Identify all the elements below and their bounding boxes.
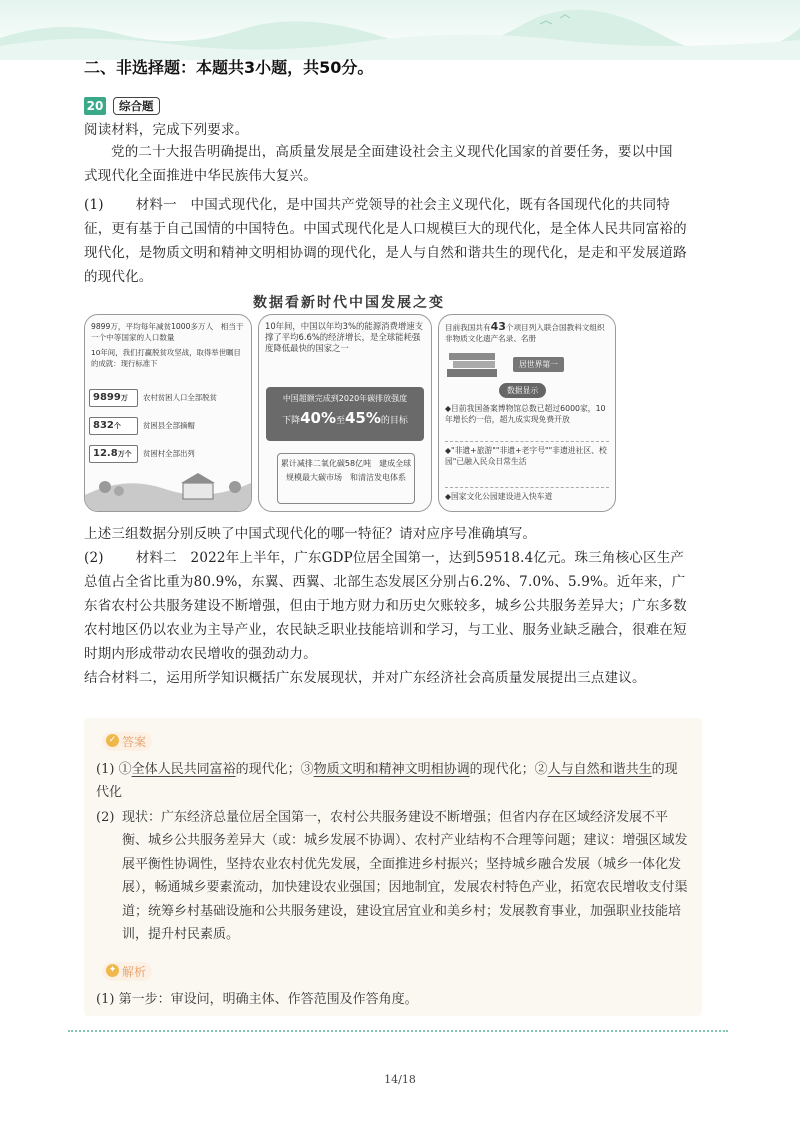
books-illustration-icon: [447, 349, 507, 379]
infographic-panel-energy: [258, 314, 432, 512]
part-2-question: 结合材料二，运用所学知识概括广东发展现状，并对广东经济社会高质量发展提出三点建议。: [84, 670, 646, 686]
carbon-target-range: 下降40%至45%的目标: [282, 409, 408, 427]
rank-badge: 居世界第一: [513, 357, 564, 372]
mountain-banner-icon: [0, 0, 800, 60]
lightbulb-icon: ✦: [106, 964, 119, 977]
infographic-title: 数据看新时代中国发展之变: [253, 295, 445, 311]
culture-item: ◆"非遗+旅游""非遗+老字号""非遗进社区、校园"已融入民众日常生活: [445, 441, 609, 467]
panel1-subtitle: 10年间，我们打赢脱贫攻坚战，取得举世瞩目的成就：现行标准下: [91, 348, 241, 368]
material-2-text: 材料二 2022年上半年，广东GDP位居全国第一，达到59518.4亿元。珠三角核心区生产总值占全省比重为80.9%，东翼、西翼、北部生态发展区分别占6.2%、7.0%、5.9%。近年来，广东省农村公共服务建设不断增强，但由于地方财力和历史欠账较多，城乡公共服务差异大；广东多数农村地区仍以农业为主导产业，农民缺乏职业技能培训和学习，与工业、服务业缺乏融合，很难在短时期内形成带动农民增收的强劲动力。: [84, 550, 687, 662]
question-type-badge: 综合题: [113, 97, 160, 115]
analysis-part-1: [96, 988, 686, 1011]
answer-part-2-label: (2): [96, 810, 115, 825]
answer-part-1: (1) ①全体人民共同富裕的现代化；③物质文明和精神文明相协调的现代化；②人与自然和谐共生的现代化: [96, 762, 678, 801]
part-1-label: (1): [84, 197, 104, 213]
stat-box: 12.8万个: [89, 445, 138, 463]
answer-tag: ✓ 答案: [102, 732, 152, 751]
check-icon: ✓: [106, 734, 119, 747]
panel2-bottom: 累计减排二氧化碳58亿吨 建成全球规模最大碳市场 和清洁发电体系: [277, 453, 415, 504]
stat-label: 贫困县全部摘帽: [143, 421, 195, 430]
infographic-panel-poverty: [84, 314, 252, 512]
stat-label: 贫困村全部出列: [143, 449, 195, 458]
panel1-header: 9899万，平均每年减贫1000多万人 相当于一个中等国家的人口数量: [91, 322, 244, 342]
answer-section: [84, 718, 702, 1016]
lead-paragraph: 党的二十大报告明确提出，高质量发展是全面建设社会主义现代化国家的首要任务，要以中国式现代化全面推进中华民族伟大复兴。: [84, 144, 673, 184]
answer-part-1-label: (1): [96, 762, 115, 777]
part-1-question: 上述三组数据分别反映了中国式现代化的哪一特征？请对应序号准确填写。: [84, 526, 537, 542]
panel3-header: 目前我国共有43个项目列入联合国教科文组织非物质文化遗产名录、名册: [445, 320, 605, 343]
data-show-badge: 数据显示: [499, 383, 546, 398]
village-illustration-icon: [85, 465, 251, 511]
analysis-tag: ✦ 解析: [102, 962, 152, 981]
carbon-target-box: [266, 387, 424, 441]
analysis-part-1-text: 第一步：审设问，明确主体、作答范围及作答角度。: [118, 992, 418, 1007]
culture-item: ◆目前我国备案博物馆总数已超过6000家，10年增长约一倍，超九成实现免费开放: [445, 404, 606, 424]
material-1-paragraph: [84, 193, 688, 289]
carbon-target-line: 中国超额完成到2020年碳排放强度: [282, 394, 408, 403]
infographic: [84, 292, 614, 514]
section-title: 二、非选择题：本题共3小题，共50分。: [84, 58, 374, 77]
answer-part-2-text: 现状：广东经济总量位居全国第一，农村公共服务建设不断增强；但省内存在区域经济发展不平衡、城乡公共服务差异大（或：城乡发展不协调）、农村产业结构不合理等问题；建议：增强区域发展平衡性协调性，坚持农业农村优先发展，全面推进乡村振兴；坚持城乡融合发展（城乡一体化发展），畅通城乡要素流动，加快建设农业强国；因地制宜，发展农村特色产业，拓宽农民增收支付渠道；统筹乡村基础设施和公共服务建设，建设宜居宜业和美乡村；发展教育事业，加强职业技能培训，提升村民素质。: [122, 810, 688, 943]
header-decoration: [0, 0, 800, 60]
panel2-header: 10年间，中国以年均3%的能源消费增速支撑了平均6.6%的经济增长，是全球能耗强度降低最快的国家之一: [265, 321, 423, 353]
stat-box: 9899万: [89, 389, 138, 407]
intro-text: 阅读材料，完成下列要求。: [84, 122, 249, 138]
analysis-part-1-label: (1): [96, 992, 115, 1007]
infographic-panel-culture: [438, 314, 616, 512]
material-1-text: 材料一 中国式现代化，是中国共产党领导的社会主义现代化，既有各国现代化的共同特征，更有基于自己国情的中国特色。中国式现代化是人口规模巨大的现代化，是全体人民共同富裕的现代化，是物质文明和精神文明相协调的现代化，是人与自然和谐共生的现代化，是走和平发展道路的现代化。: [84, 197, 687, 285]
material-2-paragraph: [84, 546, 690, 666]
stat-box: 832个: [89, 417, 138, 435]
culture-item: ◆国家文化公园建设进入快车道: [445, 487, 609, 502]
divider: [68, 1030, 728, 1032]
part-2-label: (2): [84, 550, 104, 566]
stat-label: 农村贫困人口全部脱贫: [143, 393, 217, 402]
question-number: 20: [84, 97, 106, 115]
page-number: 14/18: [384, 1073, 416, 1086]
